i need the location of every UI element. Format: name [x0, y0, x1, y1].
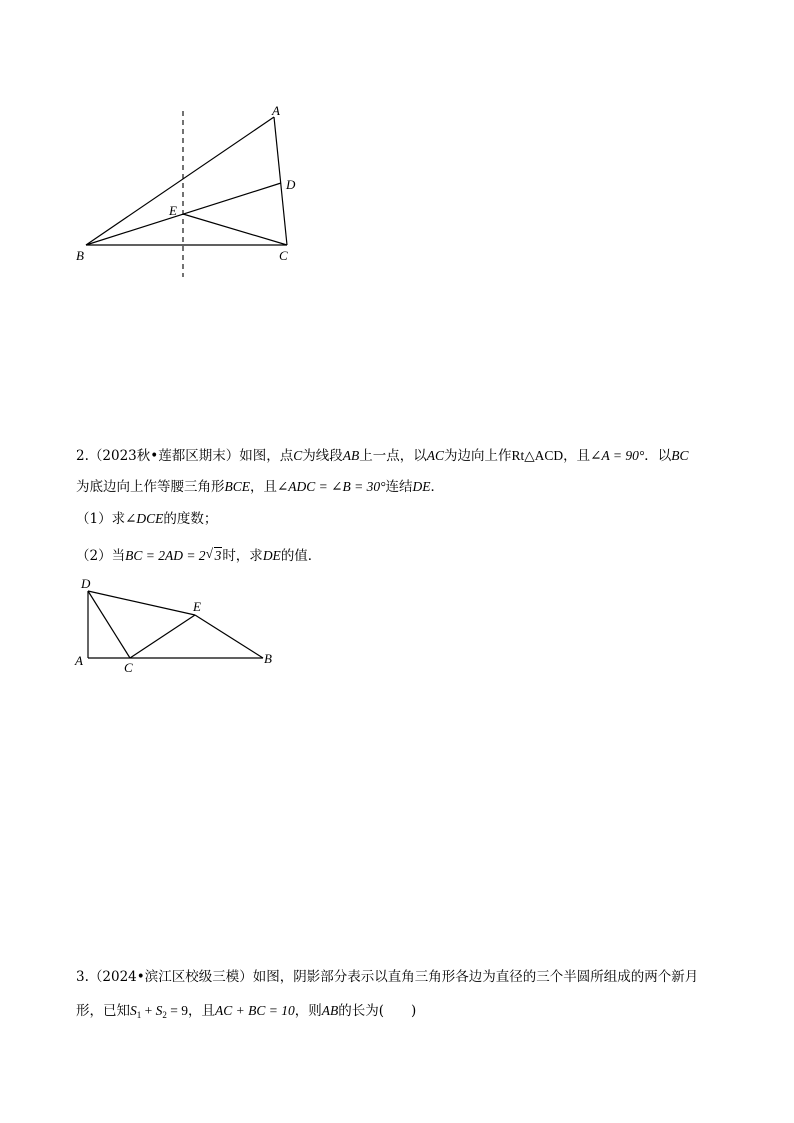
segment-DE	[88, 591, 195, 615]
figure-1-triangle	[60, 95, 320, 285]
q2-var-C: C	[293, 448, 303, 463]
q3-sub-2: 2	[162, 1010, 167, 1020]
q2-part2-mid: 时，求	[222, 548, 263, 564]
q2-rt-triangle: Rt△ACD	[511, 448, 564, 463]
q3-text: 如图，阴影部分表示以直角三角形各边为直径的三个半圆所组成的两个新月	[252, 969, 699, 985]
q3-text: 形，已知	[76, 1003, 130, 1019]
q3-equals-9: = 9	[166, 1003, 188, 1018]
q2-text: ．	[430, 479, 444, 495]
sqrt-symbol	[206, 547, 223, 565]
q2-part1-angle: ∠DCE	[125, 511, 164, 526]
q2-part2-prefix: （2）当	[76, 548, 126, 564]
segment-DC	[88, 591, 130, 658]
q2-text: 为边向上作	[444, 448, 512, 464]
segment-CE	[130, 615, 195, 658]
segment-EB	[195, 615, 263, 658]
label-A: A	[272, 103, 280, 118]
q3-sub-1: 1	[136, 1010, 142, 1020]
q3-text: ，则	[294, 1003, 322, 1019]
q2-number: 2.	[76, 448, 89, 464]
q3-var-S1: S	[130, 1003, 137, 1018]
q2-text: ，且	[563, 448, 591, 464]
q2-var-AC: AC	[426, 448, 444, 463]
q3-var-AB: AB	[321, 1003, 339, 1018]
label-C: C	[279, 248, 288, 263]
q2-text: 为底边向上作等腰三角形	[76, 479, 225, 495]
q2-angles: ∠ADC = ∠B = 30°	[277, 479, 386, 494]
label-D: D	[286, 177, 296, 192]
q3-source: （2024•滨江区校级三模）	[88, 969, 253, 985]
q3-var-S2: S	[155, 1003, 163, 1018]
q2-part-1	[76, 510, 217, 528]
q2-part2-var-DE: DE	[262, 548, 281, 563]
q2-part1-prefix: （1）求	[76, 511, 126, 527]
label-C: C	[124, 660, 133, 675]
q3-sum-equation: AC + BC = 10	[215, 1003, 295, 1018]
label-E: E	[169, 203, 177, 218]
q2-text: 连结	[385, 479, 413, 495]
q3-number: 3.	[76, 969, 89, 985]
q2-var-AB: AB	[342, 448, 360, 463]
q3-answer-blank: 的长为( )	[338, 1003, 417, 1019]
q2-line-2	[76, 478, 444, 496]
q2-var-BC: BC	[671, 448, 689, 463]
q3-text: ，且	[188, 1003, 215, 1019]
q2-line-1	[76, 447, 688, 465]
q2-part2-suffix: 的值．	[280, 548, 322, 564]
q2-text: 上一点，以	[359, 448, 427, 464]
q2-var-BCE: BCE	[224, 479, 250, 494]
q2-source: （2023秋•莲都区期末）	[88, 448, 240, 464]
label-A: A	[75, 653, 83, 668]
q2-part2-radicand: 3	[214, 548, 222, 563]
label-B: B	[76, 248, 84, 263]
label-E: E	[193, 599, 201, 614]
figure-2-triangles	[70, 575, 290, 680]
q2-text: ．以	[644, 448, 672, 464]
q2-part1-suffix: 的度数；	[163, 511, 218, 527]
segment-EC	[183, 214, 287, 245]
q2-part-2	[76, 547, 321, 565]
q3-line-2	[76, 1002, 416, 1024]
q2-text: 如图，点	[239, 448, 294, 464]
q2-part2-equation: BC = 2AD = 2	[125, 548, 206, 563]
q3-line-1	[76, 968, 698, 986]
q2-text: ，且	[250, 479, 277, 495]
q2-angle-A: ∠A = 90°	[590, 448, 645, 463]
q2-text: 为线段	[302, 448, 343, 464]
label-B: B	[264, 651, 272, 666]
q3-plus: +	[141, 1003, 156, 1018]
segment-BA	[86, 117, 274, 245]
label-D: D	[81, 576, 91, 591]
q2-var-DE: DE	[412, 479, 431, 494]
